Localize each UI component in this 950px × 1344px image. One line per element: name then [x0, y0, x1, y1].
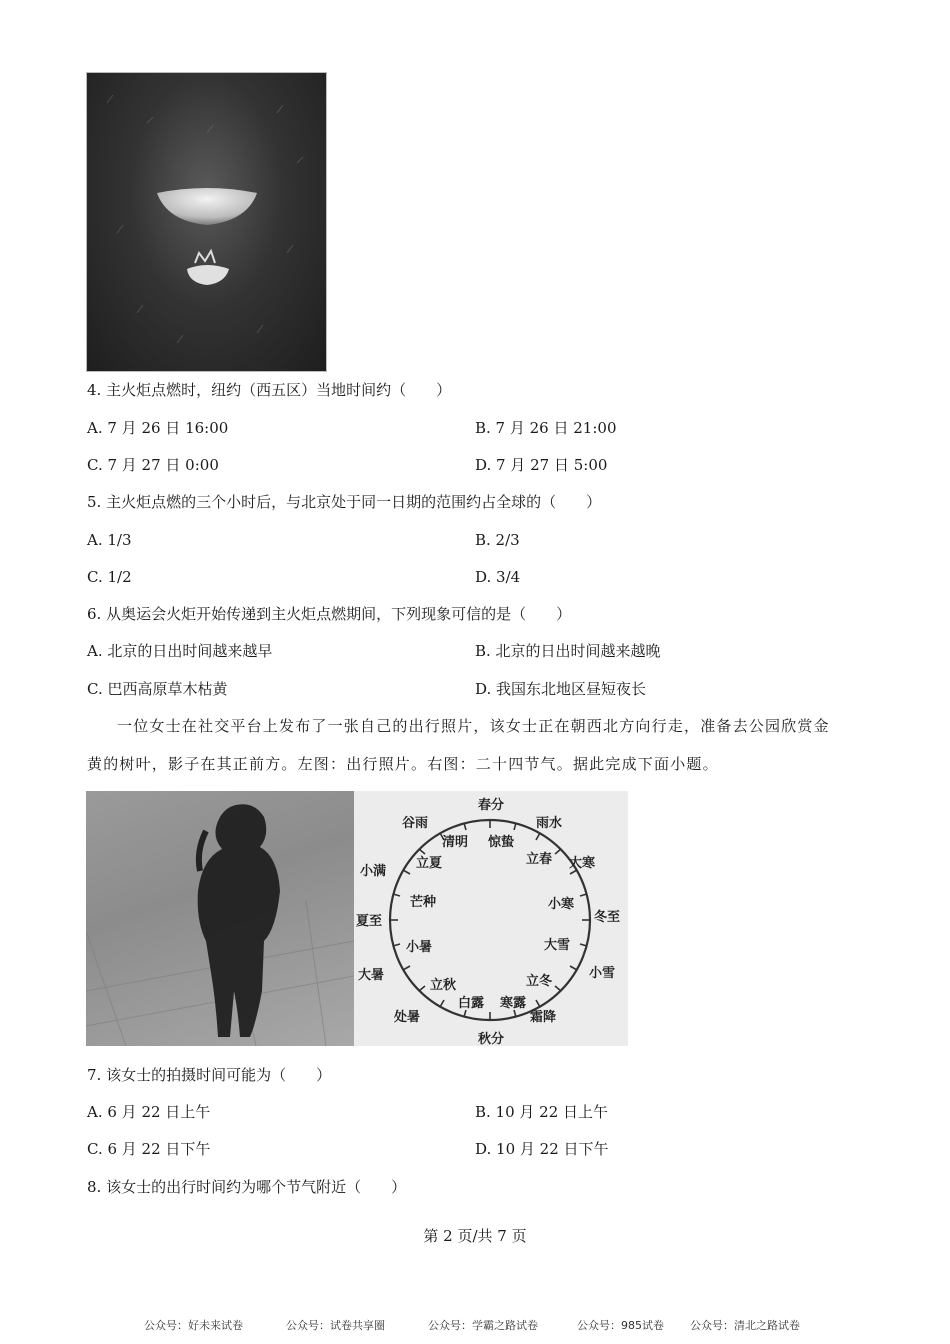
solar-terms-diagram — [354, 791, 628, 1046]
question-6-option-c[interactable]: C. 巴西高原草木枯黄 — [87, 680, 228, 698]
term-mangzhong: 芒种 — [410, 895, 437, 910]
term-xiazhi: 夏至 — [356, 914, 383, 929]
term-hanlu: 寒露 — [500, 996, 527, 1011]
term-dashu: 大暑 — [358, 968, 385, 983]
term-dongzhi: 冬至 — [594, 910, 621, 925]
term-xiaoman: 小满 — [360, 864, 387, 879]
footer-account-1: 公众号：好未来试卷 — [144, 1319, 243, 1332]
question-6-option-b[interactable]: B. 北京的日出时间越来越晚 — [475, 642, 661, 660]
term-daxue: 大雪 — [544, 938, 571, 953]
question-8-stem: 8. 该女士的出行时间约为哪个节气附近（ ） — [87, 1178, 407, 1196]
question-5-option-c[interactable]: C. 1/2 — [87, 568, 132, 586]
torch-photo-graphic — [87, 73, 326, 371]
term-guyu: 谷雨 — [402, 816, 429, 831]
passage-line-2: 黄的树叶，影子在其正前方。左图：出行照片。右图：二十四节气。据此完成下面小题。 — [87, 755, 719, 773]
question-6-option-a[interactable]: A. 北京的日出时间越来越早 — [87, 642, 273, 660]
question-5-option-b[interactable]: B. 2/3 — [475, 531, 520, 549]
question-4-option-b[interactable]: B. 7 月 26 日 21:00 — [475, 419, 617, 437]
question-6-option-d[interactable]: D. 我国东北地区昼短夜长 — [475, 680, 647, 698]
term-xiaoxue: 小雪 — [589, 966, 616, 981]
page-number: 第 2 页/共 7 页 — [423, 1227, 527, 1245]
term-xiaohan: 小寒 — [548, 897, 575, 912]
footer-account-5: 公众号：清北之路试卷 — [690, 1319, 800, 1332]
question-4-stem: 4. 主火炬点燃时，纽约（西五区）当地时间约（ ） — [87, 381, 452, 399]
shadow-photo-graphic — [86, 791, 354, 1046]
question-5-option-a[interactable]: A. 1/3 — [87, 531, 132, 549]
term-bailu: 白露 — [458, 996, 485, 1011]
question-6-stem: 6. 从奥运会火炬开始传递到主火炬点燃期间，下列现象可信的是（ ） — [87, 605, 572, 623]
term-lidong: 立冬 — [526, 974, 553, 989]
question-7-option-d[interactable]: D. 10 月 22 日下午 — [475, 1140, 609, 1158]
term-chunfen: 春分 — [478, 798, 505, 813]
solar-terms-graphic — [354, 791, 628, 1046]
question-7-option-b[interactable]: B. 10 月 22 日上午 — [475, 1103, 609, 1121]
term-yushui: 雨水 — [536, 816, 563, 831]
footer-account-2: 公众号：试卷共享圈 — [286, 1319, 385, 1332]
term-jingzhe: 惊蛰 — [488, 835, 515, 850]
term-liqiu: 立秋 — [430, 978, 457, 993]
shadow-photo — [86, 791, 354, 1046]
question-4-option-a[interactable]: A. 7 月 26 日 16:00 — [87, 419, 229, 437]
term-lichun: 立春 — [526, 852, 553, 867]
question-5-option-d[interactable]: D. 3/4 — [475, 568, 521, 586]
question-7-stem: 7. 该女士的拍摄时间可能为（ ） — [87, 1066, 332, 1084]
term-xiaoshu: 小暑 — [406, 940, 433, 955]
torch-photo — [86, 72, 327, 372]
term-shuangjiang: 霜降 — [530, 1010, 557, 1025]
footer-accounts — [0, 1317, 950, 1335]
question-5-stem: 5. 主火炬点燃的三个小时后，与北京处于同一日期的范围约占全球的（ ） — [87, 493, 602, 511]
term-qingming: 清明 — [442, 835, 469, 850]
question-4-option-d[interactable]: D. 7 月 27 日 5:00 — [475, 456, 608, 474]
figure-2 — [86, 791, 628, 1046]
footer-account-4: 公众号：985试卷 — [577, 1319, 664, 1332]
term-chushu: 处暑 — [394, 1010, 421, 1025]
term-dahan: 大寒 — [569, 856, 596, 871]
term-lixia: 立夏 — [416, 856, 443, 871]
question-4-option-c[interactable]: C. 7 月 27 日 0:00 — [87, 456, 219, 474]
passage-line-1: 一位女士在社交平台上发布了一张自己的出行照片，该女士正在朝西北方向行走，准备去公园欣赏金 — [117, 717, 830, 735]
footer-account-3: 公众号：学霸之路试卷 — [428, 1319, 538, 1332]
question-7-option-c[interactable]: C. 6 月 22 日下午 — [87, 1140, 211, 1158]
term-qiufen: 秋分 — [478, 1032, 505, 1046]
question-7-option-a[interactable]: A. 6 月 22 日上午 — [87, 1103, 211, 1121]
